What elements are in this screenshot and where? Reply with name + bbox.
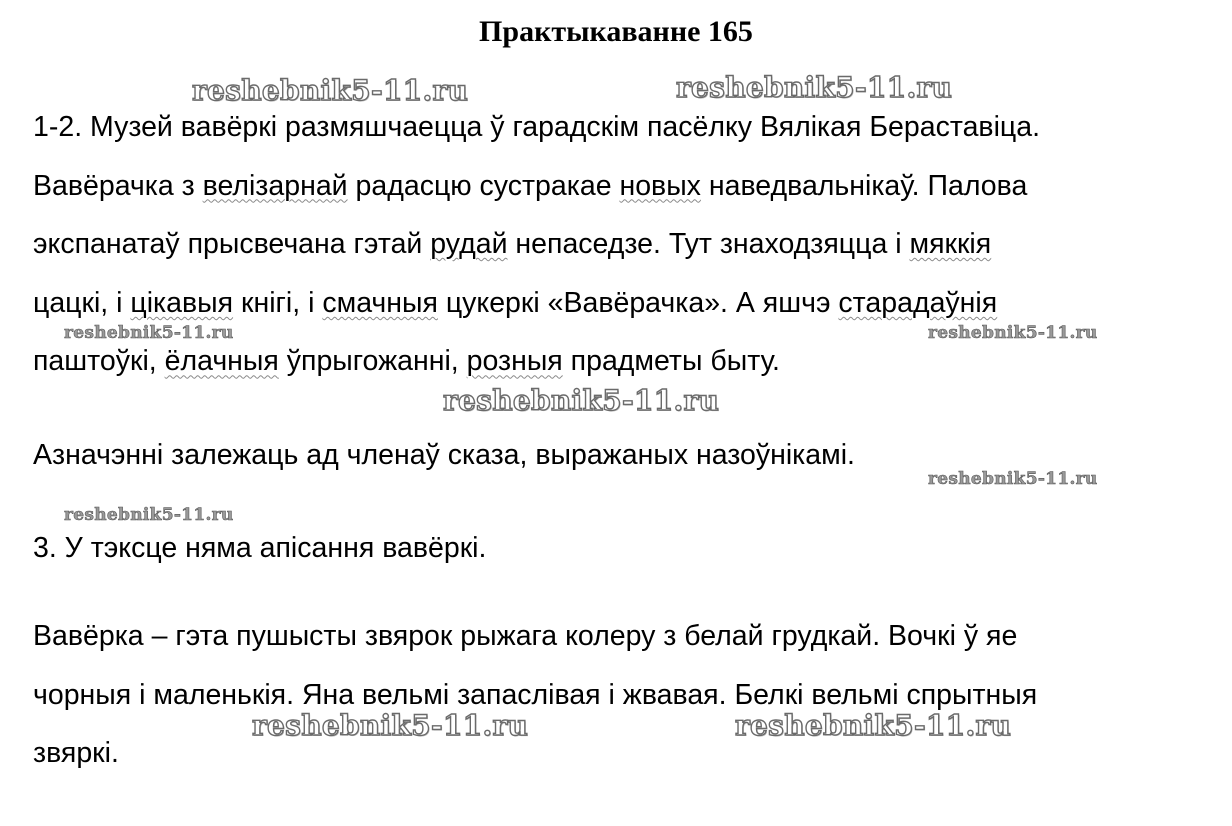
text-span: ўпрыгожанні,: [278, 345, 467, 378]
text-span: цацкі, і: [33, 286, 131, 319]
paragraph-task-3: 3. У тэксце няма апісання вавёркі.: [33, 532, 487, 564]
text-line: Вавёрка – гэта пушысты звярок рыжага колеру з белай грудкай. Вочкі ў яе: [33, 620, 1018, 652]
watermark: reshebnik5-11.ru: [64, 323, 234, 343]
text-span: экспанатаў прысвечана гэтай: [33, 228, 431, 261]
watermark: reshebnik5-11.ru: [443, 384, 720, 417]
text-span: паштоўкі,: [33, 345, 165, 378]
text-span: непаседзе. Тут знаходзяцца і: [507, 228, 910, 261]
underlined-word: цікавыя: [130, 286, 234, 319]
paragraph-squirrel-description: [33, 607, 1223, 783]
text-span: радасцю сустракае: [347, 169, 620, 202]
watermark: reshebnik5-11.ru: [735, 709, 1012, 742]
underlined-word: новых: [619, 169, 701, 202]
watermark: reshebnik5-11.ru: [192, 74, 469, 107]
underlined-word: розныя: [466, 345, 563, 378]
page-title: Практыкаванне 165: [479, 15, 753, 48]
paragraph-museum: [33, 98, 1223, 391]
underlined-word: ёлачныя: [164, 345, 279, 378]
text-line: [33, 157, 1223, 216]
text-span: наведвальнікаў. Палова: [700, 169, 1028, 202]
underlined-word: старадаўнія: [838, 286, 998, 319]
underlined-word: рудай: [430, 228, 508, 261]
watermark: reshebnik5-11.ru: [676, 71, 953, 104]
text-span: Вавёрачка з: [33, 169, 203, 202]
text-line: звяркі.: [33, 737, 119, 770]
watermark: reshebnik5-11.ru: [928, 323, 1098, 343]
paragraph-definitions: Азначэнні залежаць ад членаў сказа, выражаных назоўнікамі.: [33, 439, 855, 471]
watermark: reshebnik5-11.ru: [252, 709, 529, 742]
watermark: reshebnik5-11.ru: [928, 469, 1098, 489]
underlined-word: мяккія: [909, 228, 992, 261]
text-line: 1-2. Музей вавёркі размяшчаецца ў гарадскім пасёлку Вялікая Бераставіца.: [33, 111, 1040, 143]
underlined-word: смачныя: [322, 286, 438, 319]
text-span: прадметы быту.: [562, 345, 780, 378]
watermark: reshebnik5-11.ru: [64, 505, 234, 525]
underlined-word: велізарнай: [202, 169, 348, 202]
text-span: кнігі, і: [233, 286, 323, 319]
text-line: [33, 215, 1223, 274]
text-line: чорныя і маленькія. Яна вельмі запаслівая і жвавая. Белкі вельмі спрытныя: [33, 678, 1038, 711]
text-span: цукеркі «Вавёрачка». А яшчэ: [437, 286, 839, 319]
